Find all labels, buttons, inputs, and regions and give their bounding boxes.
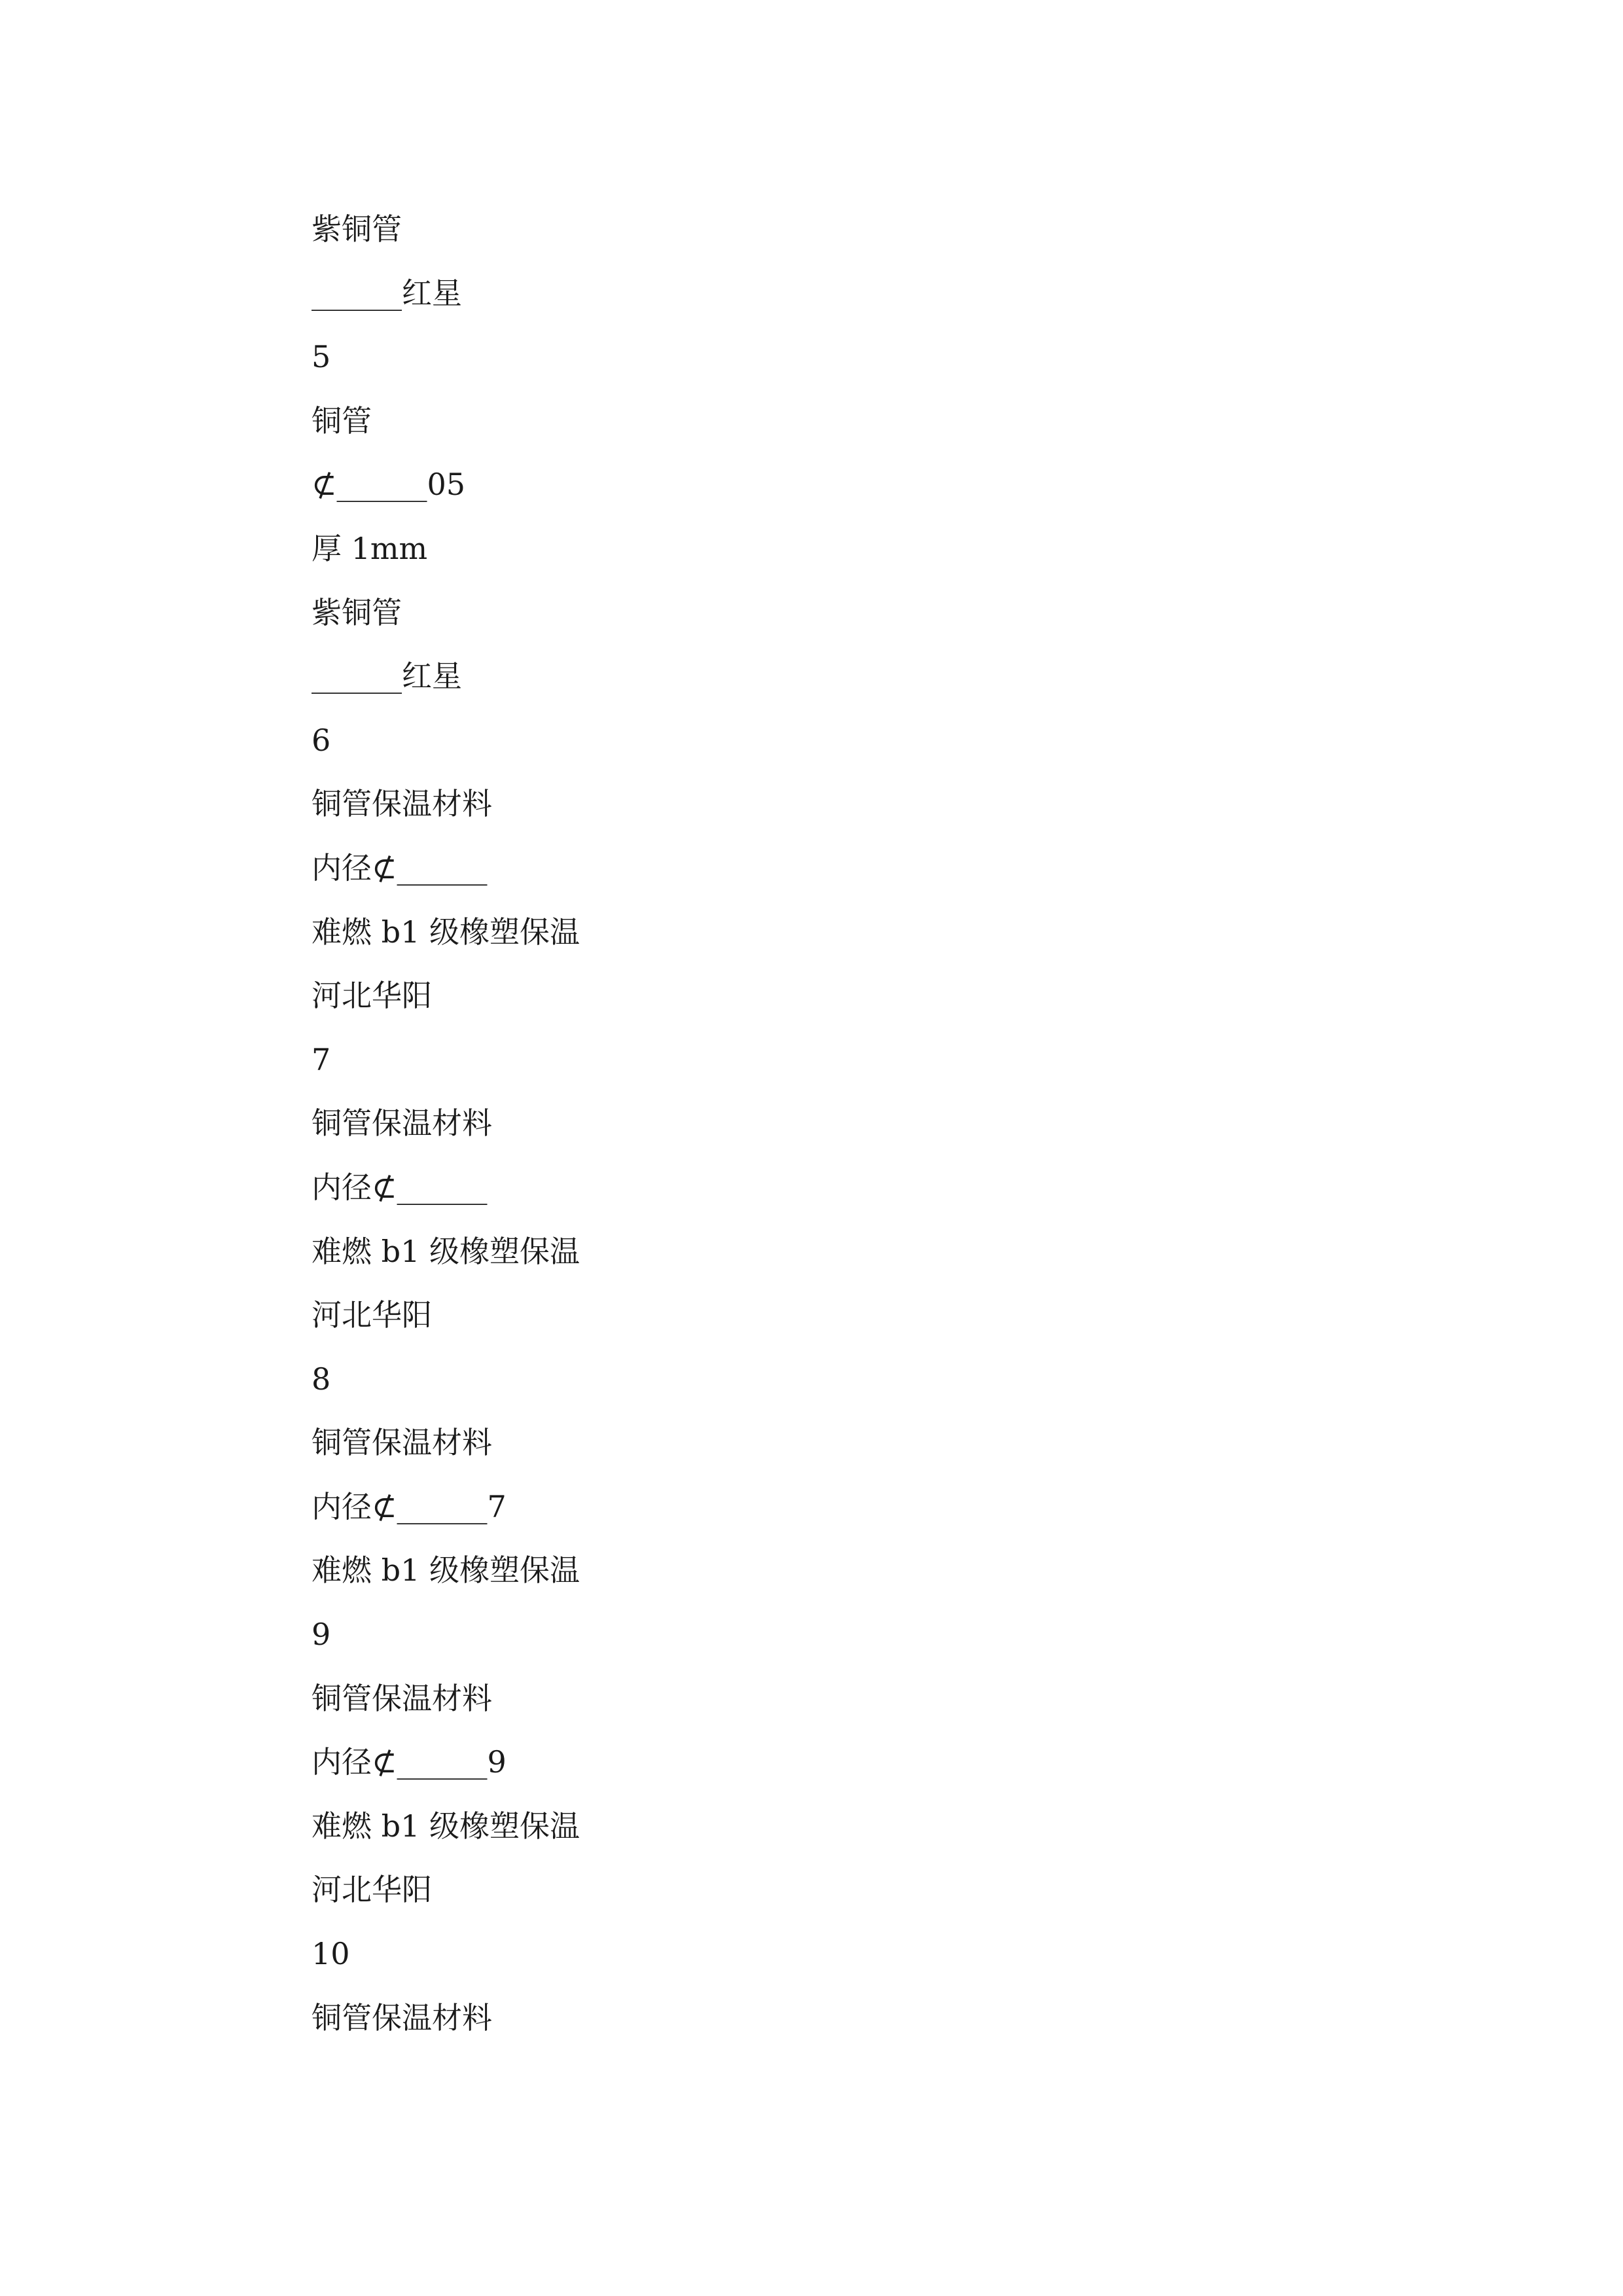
text-line: ______红星 (312, 275, 462, 311)
text-line: 内径⊄______9 (312, 1744, 507, 1780)
text-line: 紫铜管 (312, 594, 402, 630)
text-line: 铜管 (312, 403, 372, 439)
text-line: 紫铜管 (312, 211, 402, 247)
text-line: 内径⊄______ (312, 850, 488, 886)
text-line: 难燃 b1 级橡塑保温 (312, 1552, 580, 1588)
item-number: 5 (312, 339, 331, 375)
text-line: 铜管保温材料 (312, 1105, 492, 1141)
text-line: 内径⊄______ (312, 1169, 488, 1205)
text-line: 难燃 b1 级橡塑保温 (312, 1808, 580, 1844)
text-line: ⊄______05 (312, 467, 466, 503)
item-number: 7 (312, 1041, 331, 1077)
text-line: 河北华阳 (312, 1872, 432, 1908)
item-number: 8 (312, 1361, 331, 1397)
text-line: ______红星 (312, 658, 462, 694)
text-line: 内径⊄______7 (312, 1488, 507, 1524)
item-number: 6 (312, 722, 331, 758)
text-line: 难燃 b1 级橡塑保温 (312, 1233, 580, 1269)
text-line: 铜管保温材料 (312, 1425, 492, 1461)
document-body (312, 198, 580, 2050)
item-number: 9 (312, 1617, 331, 1653)
text-line: 河北华阳 (312, 1297, 432, 1333)
text-line: 河北华阳 (312, 978, 432, 1014)
text-line: 难燃 b1 级橡塑保温 (312, 914, 580, 950)
text-line: 铜管保温材料 (312, 2000, 492, 2036)
text-line: 厚 1mm (312, 530, 428, 566)
text-line: 铜管保温材料 (312, 1680, 492, 1716)
text-line: 铜管保温材料 (312, 786, 492, 822)
item-number: 10 (312, 1936, 350, 1972)
